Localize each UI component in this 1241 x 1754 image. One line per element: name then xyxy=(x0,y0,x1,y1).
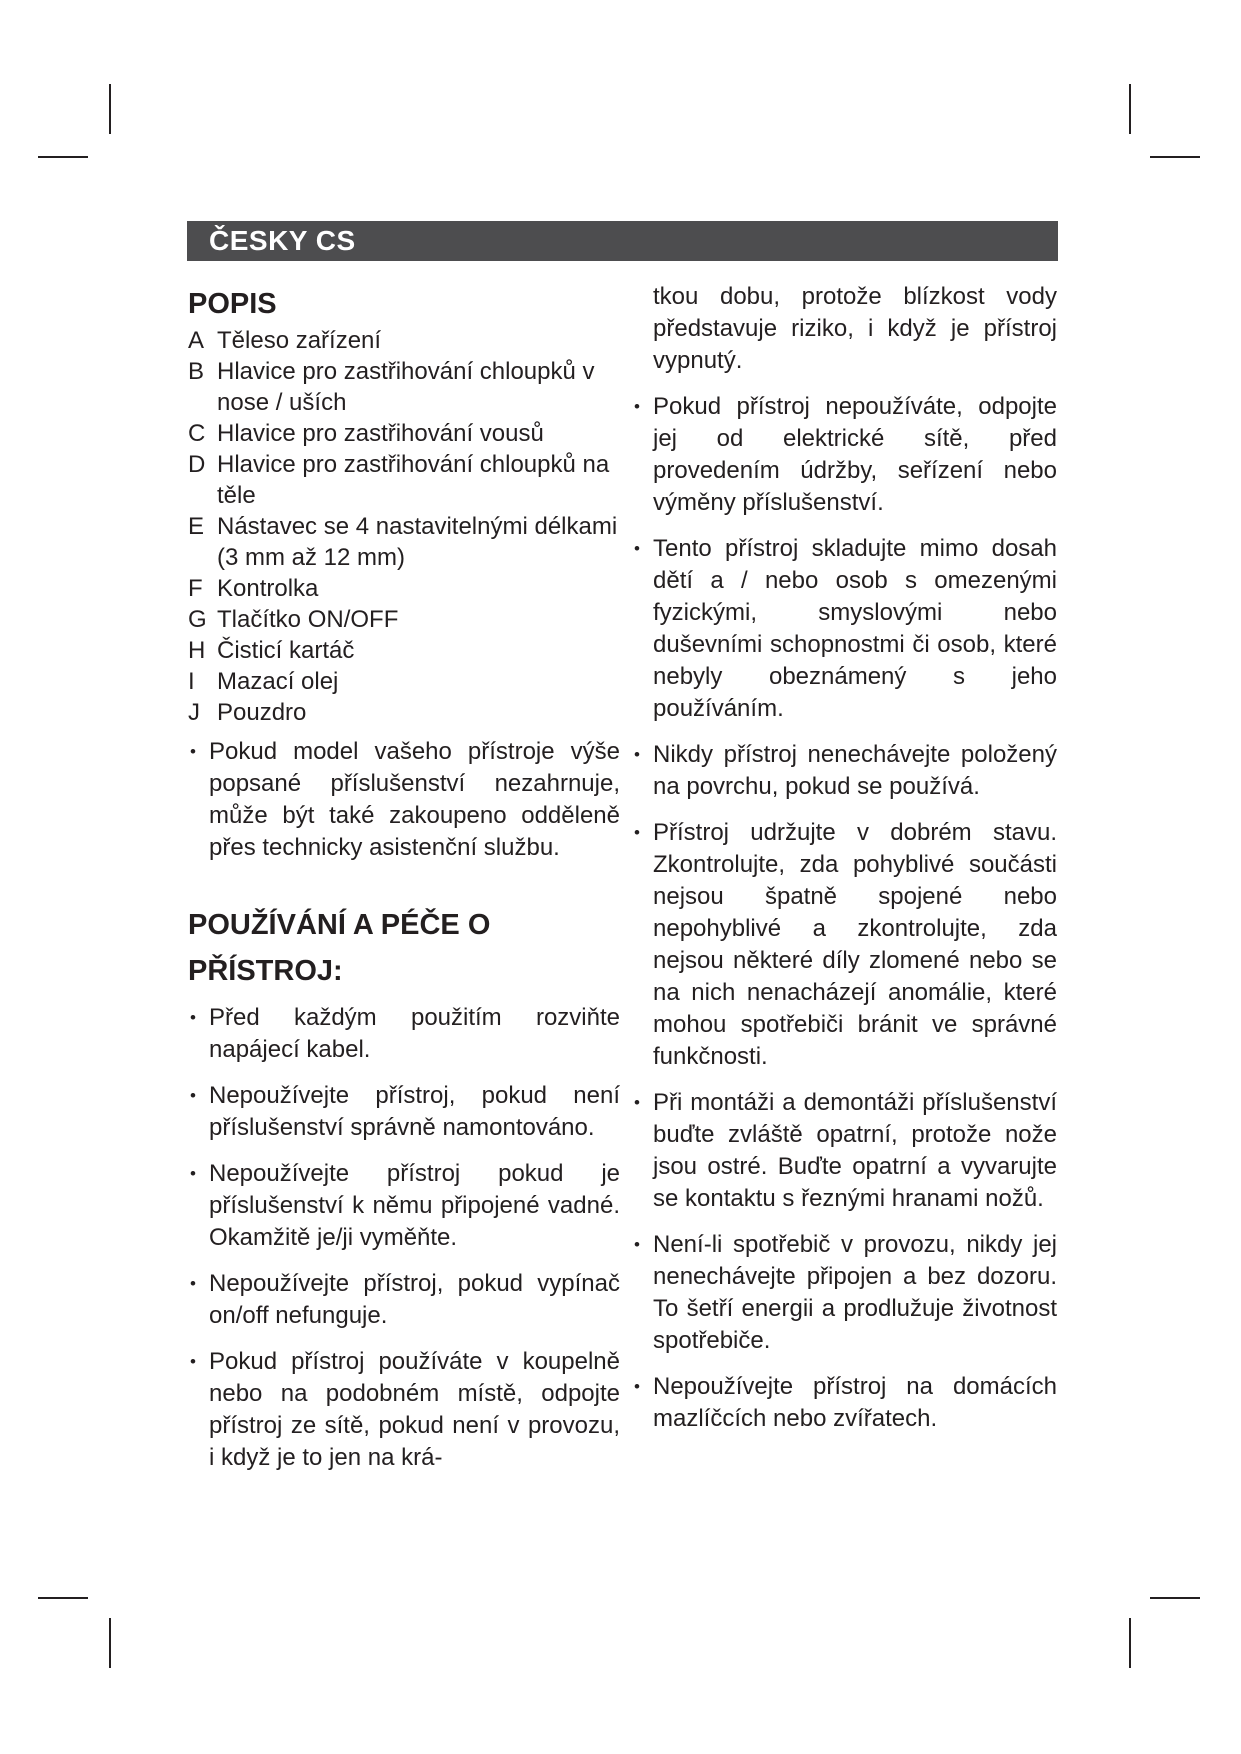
usage-bullets-left xyxy=(188,1002,620,1474)
list-item xyxy=(188,697,620,728)
part-letter: H xyxy=(188,637,206,664)
list-item: • Nikdy přístroj nenechávejte položený na povrchu, pokud se používá. xyxy=(632,739,1057,803)
part-letter: E xyxy=(188,513,205,540)
list-item: • Přístroj udržujte v dobrém stavu. Zkontrolujte, zda pohyblivé součásti nejsou špatně spojené nebo nepohyblivé a zkontrolujte, zda nejsou některé díly zlomené nebo se na nich nenacházejí anomálie, které mohou spotřebiči bránit ve správné funkčnosti. xyxy=(632,817,1057,1073)
popis-note-list xyxy=(188,736,620,864)
part-letter: F xyxy=(188,575,203,602)
list-item: • Před každým použitím rozviňte napájecí kabel. xyxy=(188,1002,620,1066)
part-letter: J xyxy=(188,699,200,726)
list-item xyxy=(188,573,620,604)
list-item xyxy=(188,604,620,635)
crop-mark xyxy=(109,1618,111,1668)
part-text: Těleso zařízení xyxy=(217,327,382,354)
part-text: Pouzdro xyxy=(217,699,307,726)
part-text: Hlavice pro zastřihování vousů xyxy=(217,420,544,447)
language-header xyxy=(187,221,1058,261)
popis-note: • Pokud model vašeho přístroje výše popsané příslušenství nezahrnuje, může být také zakoupeno odděleně přes technicky asistenční službu. xyxy=(188,736,620,864)
right-column xyxy=(632,283,1057,1435)
part-letter: B xyxy=(188,358,205,385)
list-item xyxy=(188,511,620,573)
list-item xyxy=(188,666,620,697)
part-letter: A xyxy=(188,327,205,354)
left-column xyxy=(188,283,620,1474)
part-text: Nástavec se 4 nastavitelnými délkami (3 mm až 12 mm) xyxy=(217,513,618,571)
part-letter: I xyxy=(188,668,195,695)
language-label: ČESKY CS xyxy=(209,225,356,256)
list-item: • Tento přístroj skladujte mimo dosah dětí a / nebo osob s omezenými fyzickými, smyslovými nebo duševními schopnostmi či osob, které nebyly obeznámený s jeho používáním. xyxy=(632,533,1057,725)
list-item: • Pokud přístroj nepoužíváte, odpojte jej od elektrické sítě, před provedením údržby, seřízení nebo výměny příslušenství. xyxy=(632,391,1057,519)
list-item xyxy=(188,635,620,666)
crop-mark xyxy=(1129,84,1131,134)
parts-list xyxy=(188,325,620,728)
popis-title: POPIS xyxy=(188,288,277,320)
crop-mark xyxy=(1150,156,1200,158)
list-item xyxy=(188,356,620,418)
crop-mark xyxy=(38,1597,88,1599)
list-item: • Nepoužívejte přístroj na domácích mazlíčcích nebo zvířatech. xyxy=(632,1371,1057,1435)
part-text: Tlačítko ON/OFF xyxy=(217,606,399,633)
part-text: Mazací olej xyxy=(217,668,339,695)
crop-mark xyxy=(1129,1618,1131,1668)
crop-mark xyxy=(109,84,111,134)
list-item xyxy=(188,325,620,356)
crop-mark xyxy=(1150,1597,1200,1599)
usage-bullets-right xyxy=(632,391,1057,1435)
part-letter: D xyxy=(188,451,206,478)
list-item: • Nepoužívejte přístroj pokud je příslušenství k němu připojené vadné. Okamžitě je/ji vyměňte. xyxy=(188,1158,620,1254)
continued-text: tkou dobu, protože blízkost vody představuje riziko, i když je přístroj vypnutý. xyxy=(653,283,1057,374)
list-item: • Není-li spotřebič v provozu, nikdy jej nenechávejte připojen a bez dozoru. To šetří energii a prodlužuje životnost spotřebiče. xyxy=(632,1229,1057,1357)
usage-title: POUŽÍVÁNÍ A PÉČE O PŘÍSTROJ: xyxy=(188,909,491,987)
part-letter: C xyxy=(188,420,206,447)
part-text: Hlavice pro zastřihování chloupků na těle xyxy=(217,451,610,509)
list-item: • Při montáži a demontáži příslušenství buďte zvláště opatrní, protože nože jsou ostré. Buďte opatrní a vyvarujte se kontaktu s řeznými hranami nožů. xyxy=(632,1087,1057,1215)
list-item: • Nepoužívejte přístroj, pokud není příslušenství správně namontováno. xyxy=(188,1080,620,1144)
list-item xyxy=(188,418,620,449)
part-text: Hlavice pro zastřihování chloupků v nose / uších xyxy=(217,358,595,416)
part-text: Kontrolka xyxy=(217,575,319,602)
part-text: Čisticí kartáč xyxy=(217,637,355,664)
crop-mark xyxy=(38,156,88,158)
split-bullet-text: Pokud přístroj používáte v koupelně nebo na podobném místě, odpojte přístroj ze sítě, pokud není v provozu, i když je to jen na krá- xyxy=(209,1348,620,1471)
list-item: • Nepoužívejte přístroj, pokud vypínač on/off nefunguje. xyxy=(188,1268,620,1332)
list-item xyxy=(188,449,620,511)
part-letter: G xyxy=(188,606,207,633)
list-item xyxy=(188,1346,620,1474)
